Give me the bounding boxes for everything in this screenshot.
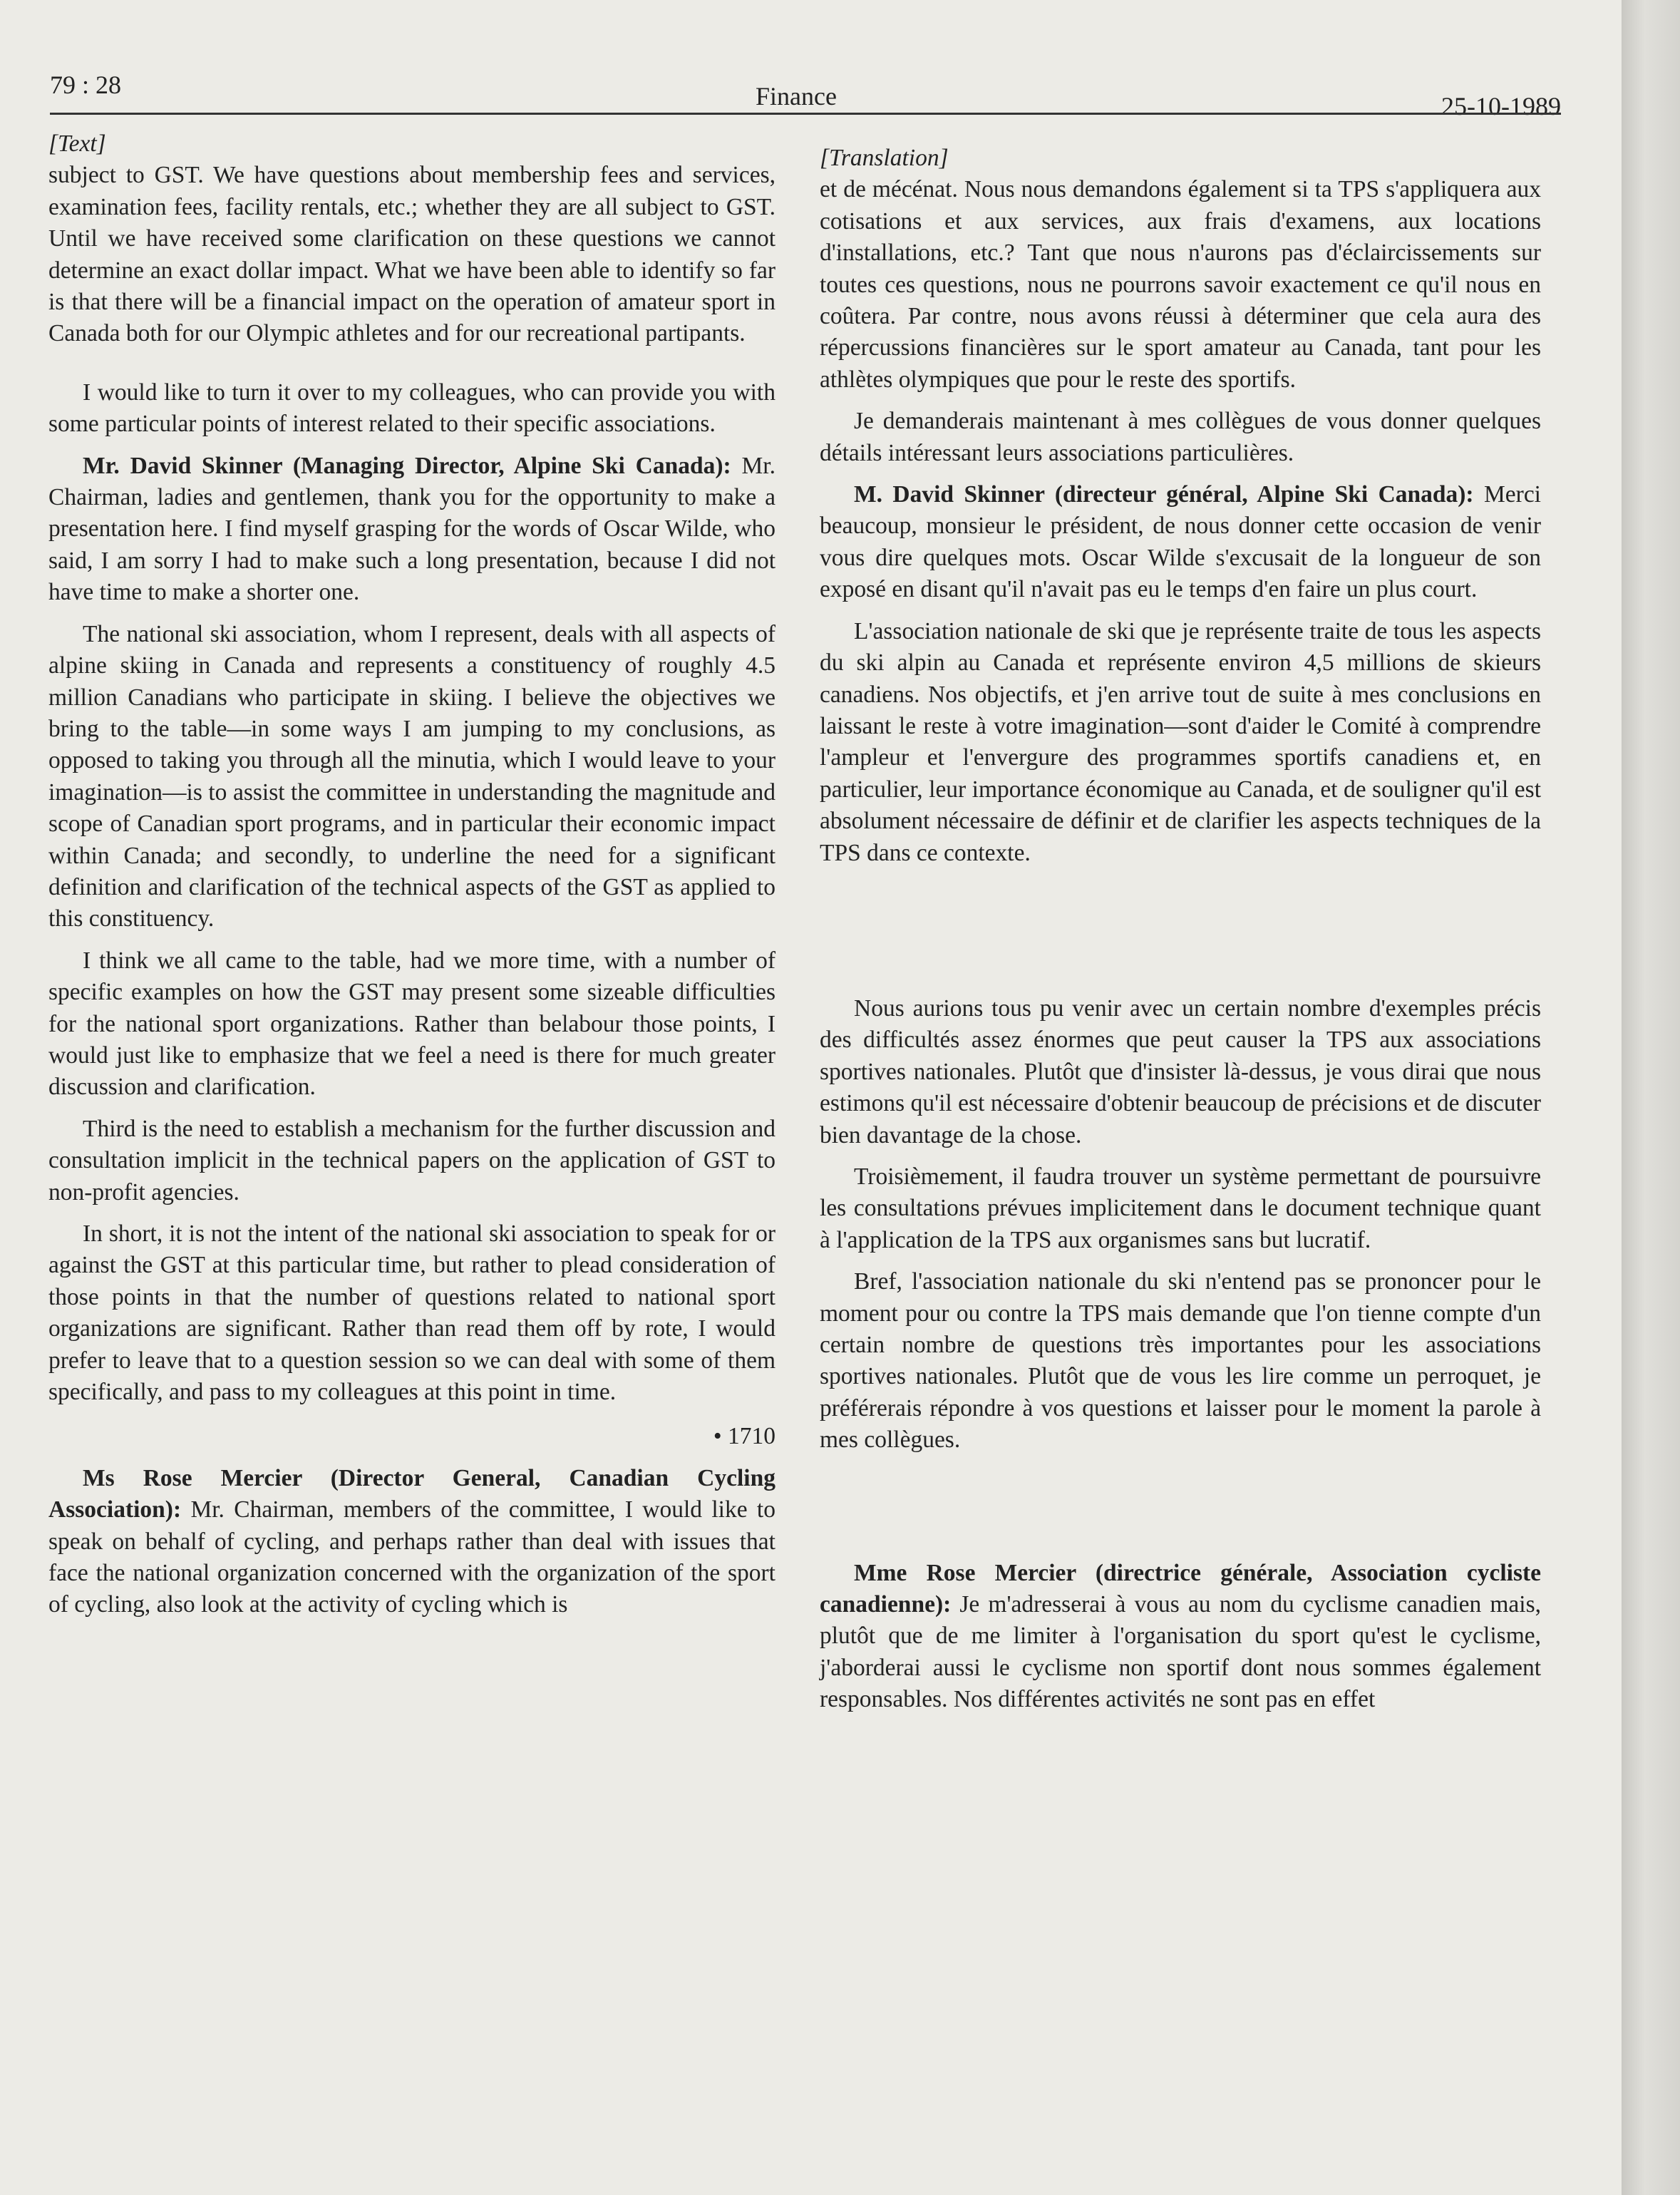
speech-text: Merci beaucoup, monsieur le président, de nous donner cette occasion de venir vous dire quelques mots. Oscar Wilde s'excusait de la longueur de son exposé en disant qu'il n'avait pas eu le temps d'en faire un plus court. (820, 481, 1541, 603)
paragraph: subject to GST. We have questions about membership fees and services, examination fees, facility rentals, etc.; whether they are all subject to GST. Until we have received some clarification on these questions we cannot determine an exact dollar impact. What we have been able to identify so far is that there will be a financial impact on the operation of amateur sport in Canada both for our Olympic athletes and for our recreational partipants. (48, 162, 775, 347)
paragraph: et de mécénat. Nous nous demandons également si ta TPS s'appliquera aux cotisations et aux services, aux frais d'examens, aux locations d'installations, etc.? Tant que nous n'aurons pas d'éclaircissements sur toutes ces questions, nous ne pourrons savoir exactement ce qu'il nous en coûtera. Par contre, nous avons réussi à déterminer que cela aura des répercussions financières sur le sport amateur au Canada, tant pour les athlètes olympiques que pour le reste des sportifs. (820, 176, 1541, 393)
page-number: 79 : 28 (50, 71, 122, 99)
speaker-name: M. David Skinner (directeur général, Alpine Ski Canada): (854, 481, 1474, 508)
page-header (50, 66, 1561, 120)
speaker-name: Mr. David Skinner (Managing Director, Alpine Ski Canada): (83, 452, 731, 479)
paragraph: Bref, l'association nationale du ski n'entend pas se prononcer pour le moment pour ou contre la TPS mais demande que l'on tienne compte d'un certain nombre de questions très importantes pour les associations sportives nationales. Plutôt que de vous les lire comme un perroquet, je préférerais répondre à vos questions et laisser pour le moment la parole à mes collègues. (820, 1268, 1541, 1454)
speaker-paragraph (820, 479, 1541, 606)
speaker-paragraph (48, 451, 775, 609)
speech-text: Mr. Chairman, members of the committee, I would like to speak on behalf of cycling, and perhaps rather than deal with issues that face the national organization concerned with the organization of the sport of cycling, also look at the activity of cycling which is (48, 1496, 775, 1618)
paragraph-gap (820, 1466, 1541, 1558)
paragraph: The national ski association, whom I represent, deals with all aspects of alpine skiing in Canada and represents a constituency of roughly 4.5 million Canadians who participate in skiing. I believe the objectives we bring to the table—in some ways I am jumping to my conclusions, as opposed to taking you through all the minutia, which I would leave to your imagination—is to assist the committee in understanding the magnitude and scope of Canadian sport programs, and in particular their economic impact within Canada; and secondly, to underline the need for a significant definition and clarification of the technical aspects of the GST as applied to this constituency. (48, 620, 775, 932)
speaker-paragraph (48, 1463, 775, 1621)
paragraph: I think we all came to the table, had we more time, with a number of specific examples on how the GST may present some sizeable difficulties for the national sport organizations. Rather than belabour those points, I would just like to emphasize that we feel a need is there for much greater discussion and clarification. (48, 947, 775, 1101)
paragraph: Third is the need to establish a mechanism for the further discussion and consultation implicit in the technical papers on the application of GST to non-profit agencies. (48, 1115, 775, 1206)
paragraph: L'association nationale de ski que je représente traite de tous les aspects du ski alpin au Canada et représente environ 4,5 millions de skieurs canadiens. Nos objectifs, et j'en arrive tout de suite à mes conclusions en laissant le reste à votre imagination—sont d'aider le Comité à comprendre l'ampleur et l'envergure des programmes sportifs canadiens et, en particulier, leur importance économique au Canada, et de souligner qu'il est absolument nécessaire de définir et de clarifier les aspects techniques de la TPS dans ce contexte. (820, 617, 1541, 866)
speaker-paragraph (820, 1558, 1541, 1716)
time-marker: • 1710 (713, 1423, 775, 1450)
translation-tag: [Translation] (820, 145, 949, 171)
page-edge (1622, 0, 1680, 2195)
french-column (820, 128, 1541, 1726)
committee-name: Finance (756, 82, 837, 110)
page-date: 25-10-1989 (1441, 92, 1561, 120)
text-tag: [Text] (48, 130, 106, 157)
paragraph: In short, it is not the intent of the national ski association to speak for or against the GST at this particular time, but rather to plead consideration of those points in that the number of questions related to national sport organizations are significant. Rather than read them off by rote, I would prefer to leave that to a question session so we can deal with some of them specifically, and pass to my colleagues at this point in time. (48, 1220, 775, 1406)
speech-text: Je m'adresserai à vous au nom du cyclisme canadien mais, plutôt que de me limiter à l'organisation du sport qu'est le cyclisme, j'aborderai aussi le cyclisme non sportif dont nous sommes également responsables. Nos différentes activités ne sont pas en effet (820, 1591, 1541, 1713)
paragraph-gap (48, 360, 775, 377)
paragraph: I would like to turn it over to my colleagues, who can provide you with some particular points of interest related to their specific associations. (48, 379, 775, 438)
speech-text: Mr. Chairman, ladies and gentlemen, thank you for the opportunity to make a presentation here. I find myself grasping for the words of Oscar Wilde, who said, I am sorry I had to make such a long presentation, because I did not have time to make a shorter one. (48, 452, 775, 606)
speaker-name: Ms Rose Mercier (Director General, Canadian Cycling Association): (48, 1464, 775, 1523)
english-column (48, 128, 775, 1631)
paragraph: Je demanderais maintenant à mes collègues de vous donner quelques détails intéressant leurs associations particulières. (820, 408, 1541, 466)
paragraph: Troisièmement, il faudra trouver un système permettant de poursuivre les consultations prévues implicitement dans le document technique quant à l'application de la TPS aux organismes sans but lucratif. (820, 1163, 1541, 1253)
paragraph-gap (820, 879, 1541, 993)
header-rule (50, 113, 1561, 115)
speaker-name: Mme Rose Mercier (directrice générale, Association cycliste canadienne): (820, 1559, 1541, 1618)
paragraph: Nous aurions tous pu venir avec un certain nombre d'exemples précis des difficultés assez énormes que peut causer la TPS aux associations sportives nationales. Plutôt que d'insister là-dessus, je vous dirai que nous estimons qu'il est nécessaire d'obtenir beaucoup de précisions et de discuter bien davantage de la chose. (820, 994, 1541, 1148)
